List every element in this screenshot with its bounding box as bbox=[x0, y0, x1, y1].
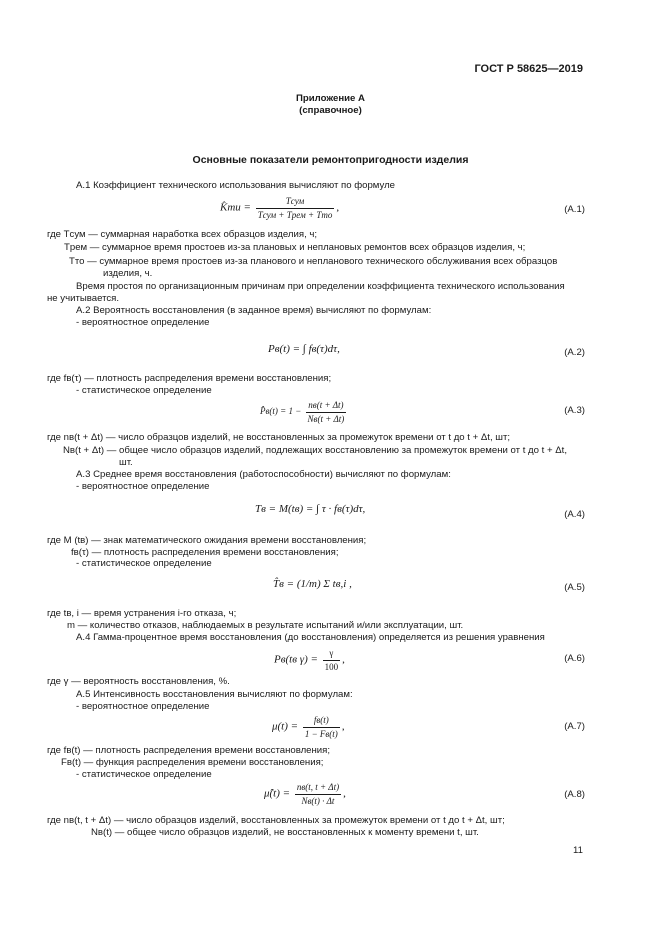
section-title: Основные показатели ремонтопригодности изделия bbox=[192, 154, 469, 166]
where-a8-line2: Nв(t) — общее число образцов изделий, не восстановленных к моменту времени t, шт. bbox=[91, 827, 479, 838]
item-probabilistic-a2: - вероятностное определение bbox=[76, 317, 210, 328]
where-a1-line4: изделия, ч. bbox=[103, 268, 153, 279]
item-statistical-a2: - статистическое определение bbox=[76, 385, 212, 396]
item-probabilistic-a5: - вероятностное определение bbox=[76, 701, 210, 712]
formula-a4: Tв = M(tв) = ∫ τ · fв(τ)dτ, bbox=[255, 503, 366, 515]
document-header: ГОСТ Р 58625—2019 bbox=[474, 63, 583, 75]
where-a8-line1: где nв(t, t + Δt) — число образцов изделий, восстановленных за промежуток времени от t до t + Δt, шт; bbox=[47, 815, 505, 826]
appendix-subtitle: (справочное) bbox=[299, 105, 362, 116]
where-a2: где fв(τ) — плотность распределения времени восстановления; bbox=[47, 373, 332, 384]
where-a7-line1: где fв(t) — плотность распределения времени восстановления; bbox=[47, 745, 331, 756]
formula-number-a3: (А.3) bbox=[564, 405, 585, 416]
formula-a3: P̂в(t) = 1 − $\frac{nв(t + \Delta t)}{Nв(t + \Delta t)}$ bbox=[260, 400, 345, 424]
paragraph-note: Время простоя по организационным причинам при определении коэффициента технического использования bbox=[76, 281, 565, 292]
formula-a5: T̂в = (1/m) Σ tв,i , bbox=[273, 578, 352, 590]
paragraph-a4: А.4 Гамма-процентное время восстановления (до восстановления) определяется из решения уравнения bbox=[76, 632, 545, 643]
formula-a2: Pв(t) = ∫ fв(τ)dτ, bbox=[268, 343, 340, 355]
formula-a1: K̂ти = $\frac{\text{Tсум}}{\text{Tсум + Tрем + Tто}}$ , bbox=[220, 196, 340, 220]
formula-a6: Pв(tв γ) = $\frac{\gamma}{100}$ , bbox=[274, 648, 345, 672]
formula-number-a5: (А.5) bbox=[564, 582, 585, 593]
page-number: 11 bbox=[573, 845, 583, 856]
paragraph-a1: А.1 Коэффициент технического использования вычисляют по формуле bbox=[76, 180, 396, 191]
where-a3-line2: Nв(t + Δt) — общее число образцов изделий, подлежащих восстановлению за промежуток времени от t до t + Δt, bbox=[63, 445, 567, 456]
formula-number-a1: (А.1) bbox=[564, 204, 585, 215]
where-a3-line1: где nв(t + Δt) — число образцов изделий, не восстановленных за промежуток времени от t до t + Δt, шт; bbox=[47, 432, 511, 443]
where-a4-line2: fв(τ) — плотность распределения времени восстановления; bbox=[71, 547, 339, 558]
where-a5-line1: где tв, i — время устранения i-го отказа, ч; bbox=[47, 608, 237, 619]
item-probabilistic-a3: - вероятностное определение bbox=[76, 481, 210, 492]
where-a1-line1: где Tсум — суммарная наработка всех образцов изделия, ч; bbox=[47, 229, 318, 240]
formula-number-a6: (А.6) bbox=[564, 653, 585, 664]
paragraph-note-cont: не учитывается. bbox=[47, 293, 120, 304]
formula-number-a4: (А.4) bbox=[564, 509, 585, 520]
appendix-title: Приложение А bbox=[296, 93, 365, 104]
paragraph-a3: А.3 Среднее время восстановления (работоспособности) вычисляют по формулам: bbox=[76, 469, 451, 480]
where-a4-line1: где M (tв) — знак математического ожидания времени восстановления; bbox=[47, 535, 367, 546]
item-statistical-a5: - статистическое определение bbox=[76, 769, 212, 780]
where-a5-line2: m — количество отказов, наблюдаемых в результате испытаний и/или эксплуатации, шт. bbox=[67, 620, 464, 631]
formula-number-a7: (А.7) bbox=[564, 721, 585, 732]
item-statistical-a3: - статистическое определение bbox=[76, 558, 212, 569]
where-a1-line3: Tто — суммарное время простоев из-за планового и непланового технического обслуживания всех образцов bbox=[69, 256, 558, 267]
formula-number-a2: (А.2) bbox=[564, 347, 585, 358]
where-a1-line2: Tрем — суммарное время простоев из-за плановых и неплановых ремонтов всех образцов изделия, ч; bbox=[64, 242, 526, 253]
formula-a7: μ(t) = $\frac{fв(t)}{1 - Fв(t)}$ , bbox=[272, 715, 345, 739]
formula-number-a8: (А.8) bbox=[564, 789, 585, 800]
paragraph-a5: А.5 Интенсивность восстановления вычисляют по формулам: bbox=[76, 689, 353, 700]
where-a7-line2: Fв(t) — функция распределения времени восстановления; bbox=[61, 757, 324, 768]
paragraph-a2: А.2 Вероятность восстановления (в заданное время) вычисляют по формулам: bbox=[76, 305, 432, 316]
where-a3-line3: шт. bbox=[119, 457, 133, 468]
where-a6: где γ — вероятность восстановления, %. bbox=[47, 676, 230, 687]
formula-a8: μ̂(t) = $\frac{nв(t, t + \Delta t)}{Nв(t) \cdot \Delta t}$ , bbox=[264, 782, 346, 806]
